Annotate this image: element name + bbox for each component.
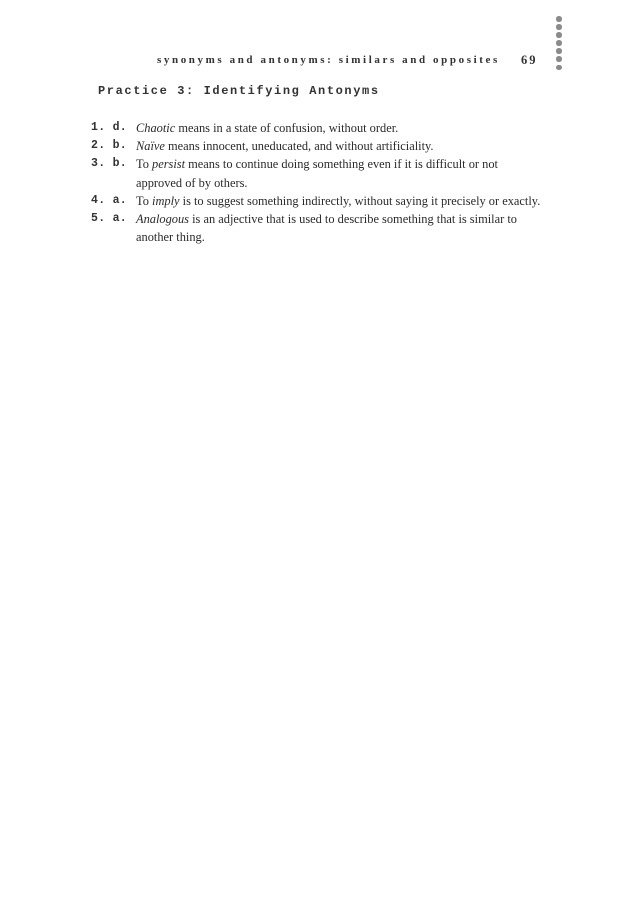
answer-key: 4. a. (91, 193, 128, 207)
answer-text-post: is to suggest something indirectly, without saying it precisely or exactly. (179, 193, 541, 208)
answer-text-pre: To (136, 157, 152, 172)
answer-key: 1. d. (91, 121, 128, 134)
answer-item (91, 155, 546, 191)
answer-text (136, 155, 546, 191)
running-title: synonyms and antonyms: similars and opposites (157, 54, 500, 66)
answer-text (136, 137, 546, 155)
answer-term: Analogous (136, 212, 190, 227)
answer-text-post: is an adjective that is used to describe something that is similar to another thing. (136, 212, 517, 245)
answer-item (91, 210, 546, 246)
answer-text-post: means to continue doing something even if it is difficult or not approved of by others. (136, 157, 498, 190)
answer-term: persist (152, 157, 186, 172)
answer-key: 3. b. (91, 157, 128, 171)
answer-text-post: means innocent, uneducated, and without artificiality. (164, 139, 434, 154)
answer-text (136, 210, 546, 246)
answer-text (136, 192, 546, 210)
decorative-dot (556, 16, 562, 22)
decorative-dot (556, 40, 562, 46)
decorative-dot (556, 56, 562, 62)
answer-key: 2. b. (91, 139, 128, 153)
answer-item (91, 137, 546, 155)
decorative-dot (556, 24, 562, 30)
decorative-dot (556, 65, 562, 71)
answer-text-post: means in a state of confusion, without order. (175, 121, 399, 135)
section-heading: Practice 3: Identifying Antonyms (98, 84, 380, 98)
answer-text-pre: To (136, 193, 152, 208)
answer-term: Naïve (136, 139, 165, 154)
decorative-dot (556, 32, 562, 38)
answer-item (91, 119, 546, 137)
answer-term: Chaotic (136, 121, 176, 135)
answer-list (91, 119, 546, 246)
decorative-dot (556, 48, 562, 54)
running-head (0, 54, 638, 74)
answer-term: imply (152, 193, 180, 208)
answer-key: 5. a. (91, 212, 128, 226)
answer-text (136, 119, 546, 137)
decorative-dot-column (556, 16, 562, 73)
page-number: 69 (521, 53, 538, 67)
answer-item (91, 192, 546, 210)
